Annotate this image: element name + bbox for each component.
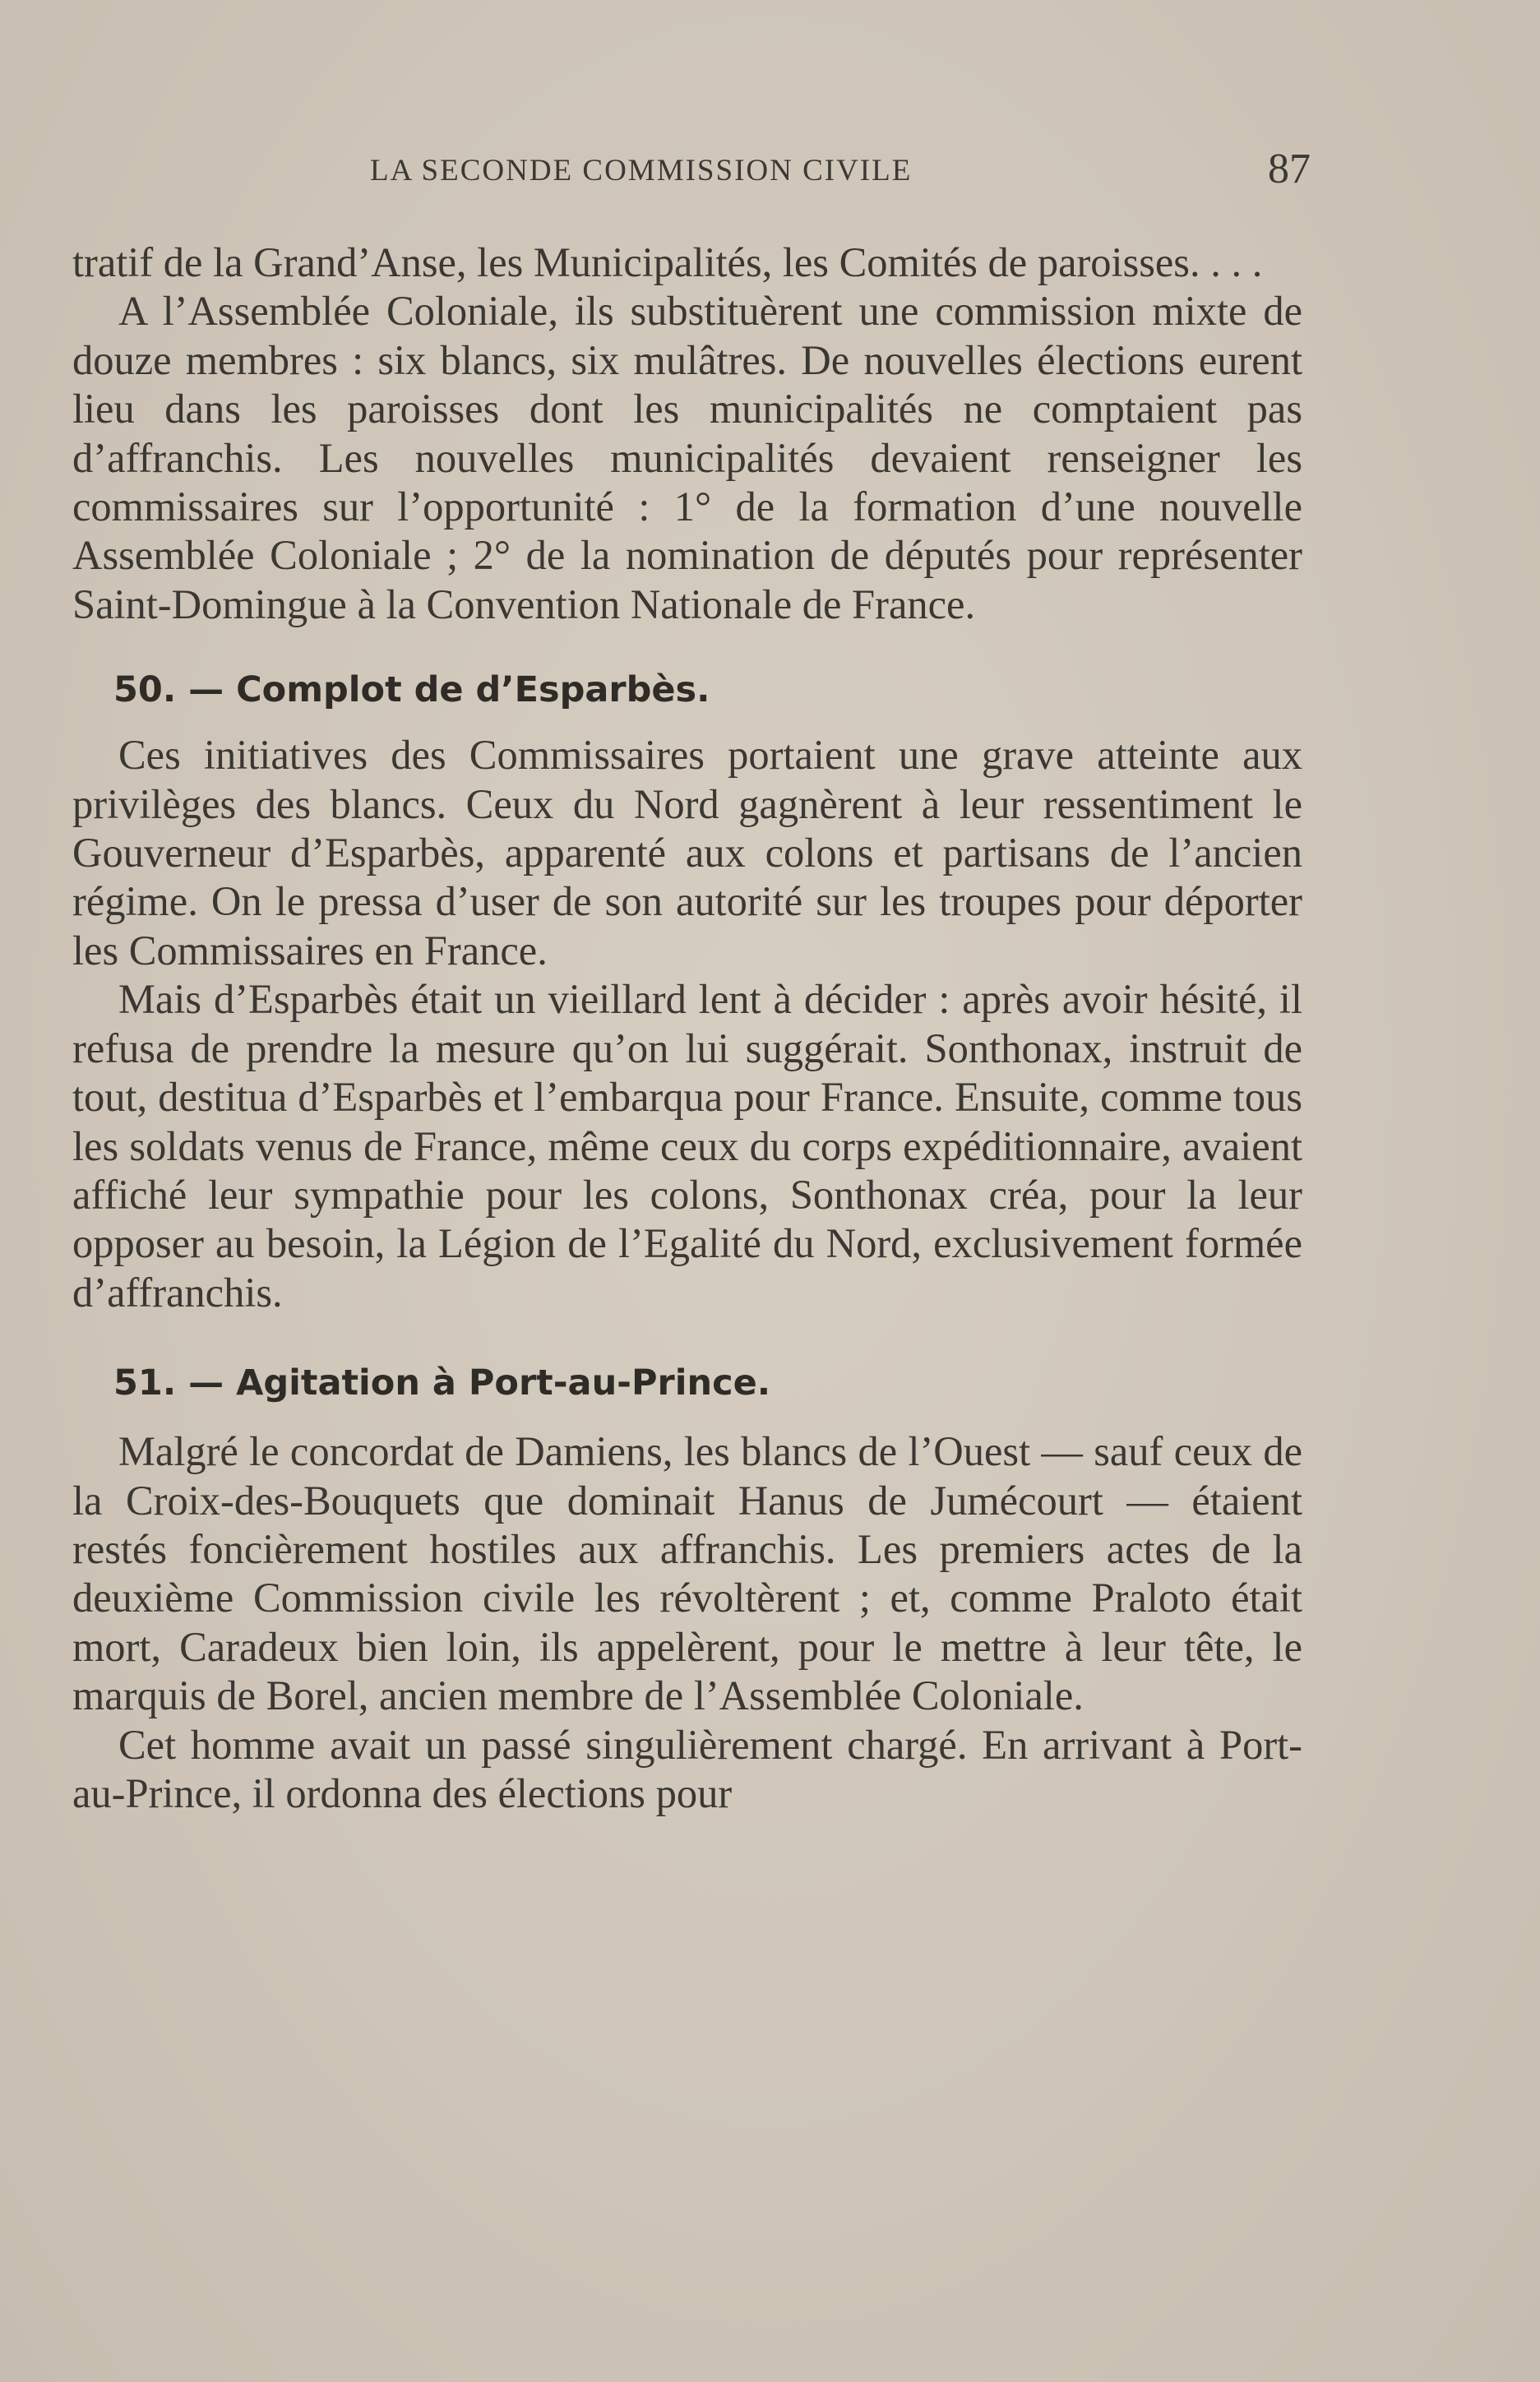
paragraph-initiatives: Ces initiatives des Commissaires portaient une grave atteinte aux privilèges des blancs. Ceux du Nord gagnèrent à leur ressentiment le Gouverneur d’Esparbès, apparenté aux colons et partisans de l’ancien régime. On le pressa d’user de son autorité sur les troupes pour déporter les Commissaires en France.: [72, 732, 1302, 974]
paragraph-esparbes: Mais d’Esparbès était un vieillard lent à décider : après avoir hésité, il refusa de prendre la mesure qu’on lui suggérait. Sonthonax, instruit de tout, destitua d’Esparbès et l’embarqua pour France. Ensuite, comme tous les soldats venus de France, même ceux du corps expéditionnaire, avaient affiché leur sympathie pour les colons, Sonthonax créa, pour la leur opposer au besoin, la Légion de l’Egalité du Nord, exclusivement formée d’affranchis.: [72, 976, 1302, 1316]
running-title: LA SECONDE COMMISSION CIVILE: [370, 154, 913, 187]
section-heading-51: 51. — Agitation à Port-au-Prince.: [113, 1362, 771, 1404]
paragraph-continued: tratif de la Grand’Anse, les Municipalités, les Comités de paroisses. . . .: [72, 239, 1263, 285]
body-text: [72, 238, 1302, 1818]
paragraph-assemblee: A l’Assemblée Coloniale, ils substituèrent une commission mixte de douze membres : six blancs, six mulâtres. De nouvelles élections eurent lieu dans les paroisses dont les municipalités ne comptaient pas d’affranchis. Les nouvelles municipalités devaient renseigner les commissaires sur l’opportunité : 1° de la formation d’une nouvelle Assemblée Coloniale ; 2° de la nomination de députés pour représenter Saint-Domingue à la Convention Nationale de France.: [72, 288, 1302, 627]
paragraph-concordat: Malgré le concordat de Damiens, les blancs de l’Ouest — sauf ceux de la Croix-des-Bouquets que dominait Hanus de Jumécourt — étaient restés foncièrement hostiles aux affranchis. Les premiers actes de la deuxième Commission civile les révoltèrent ; et, comme Praloto était mort, Caradeux bien loin, ils appelèrent, pour le mettre à leur tête, le marquis de Borel, ancien membre de l’Assemblée Coloniale.: [72, 1428, 1302, 1719]
paragraph-borel: Cet homme avait un passé singulièrement chargé. En arrivant à Port-au-Prince, il ordonna des élections pour: [72, 1721, 1302, 1816]
running-head: [74, 145, 1311, 194]
page-number: 87: [1268, 146, 1311, 192]
section-heading-50: 50. — Complot de d’Esparbès.: [113, 669, 710, 711]
